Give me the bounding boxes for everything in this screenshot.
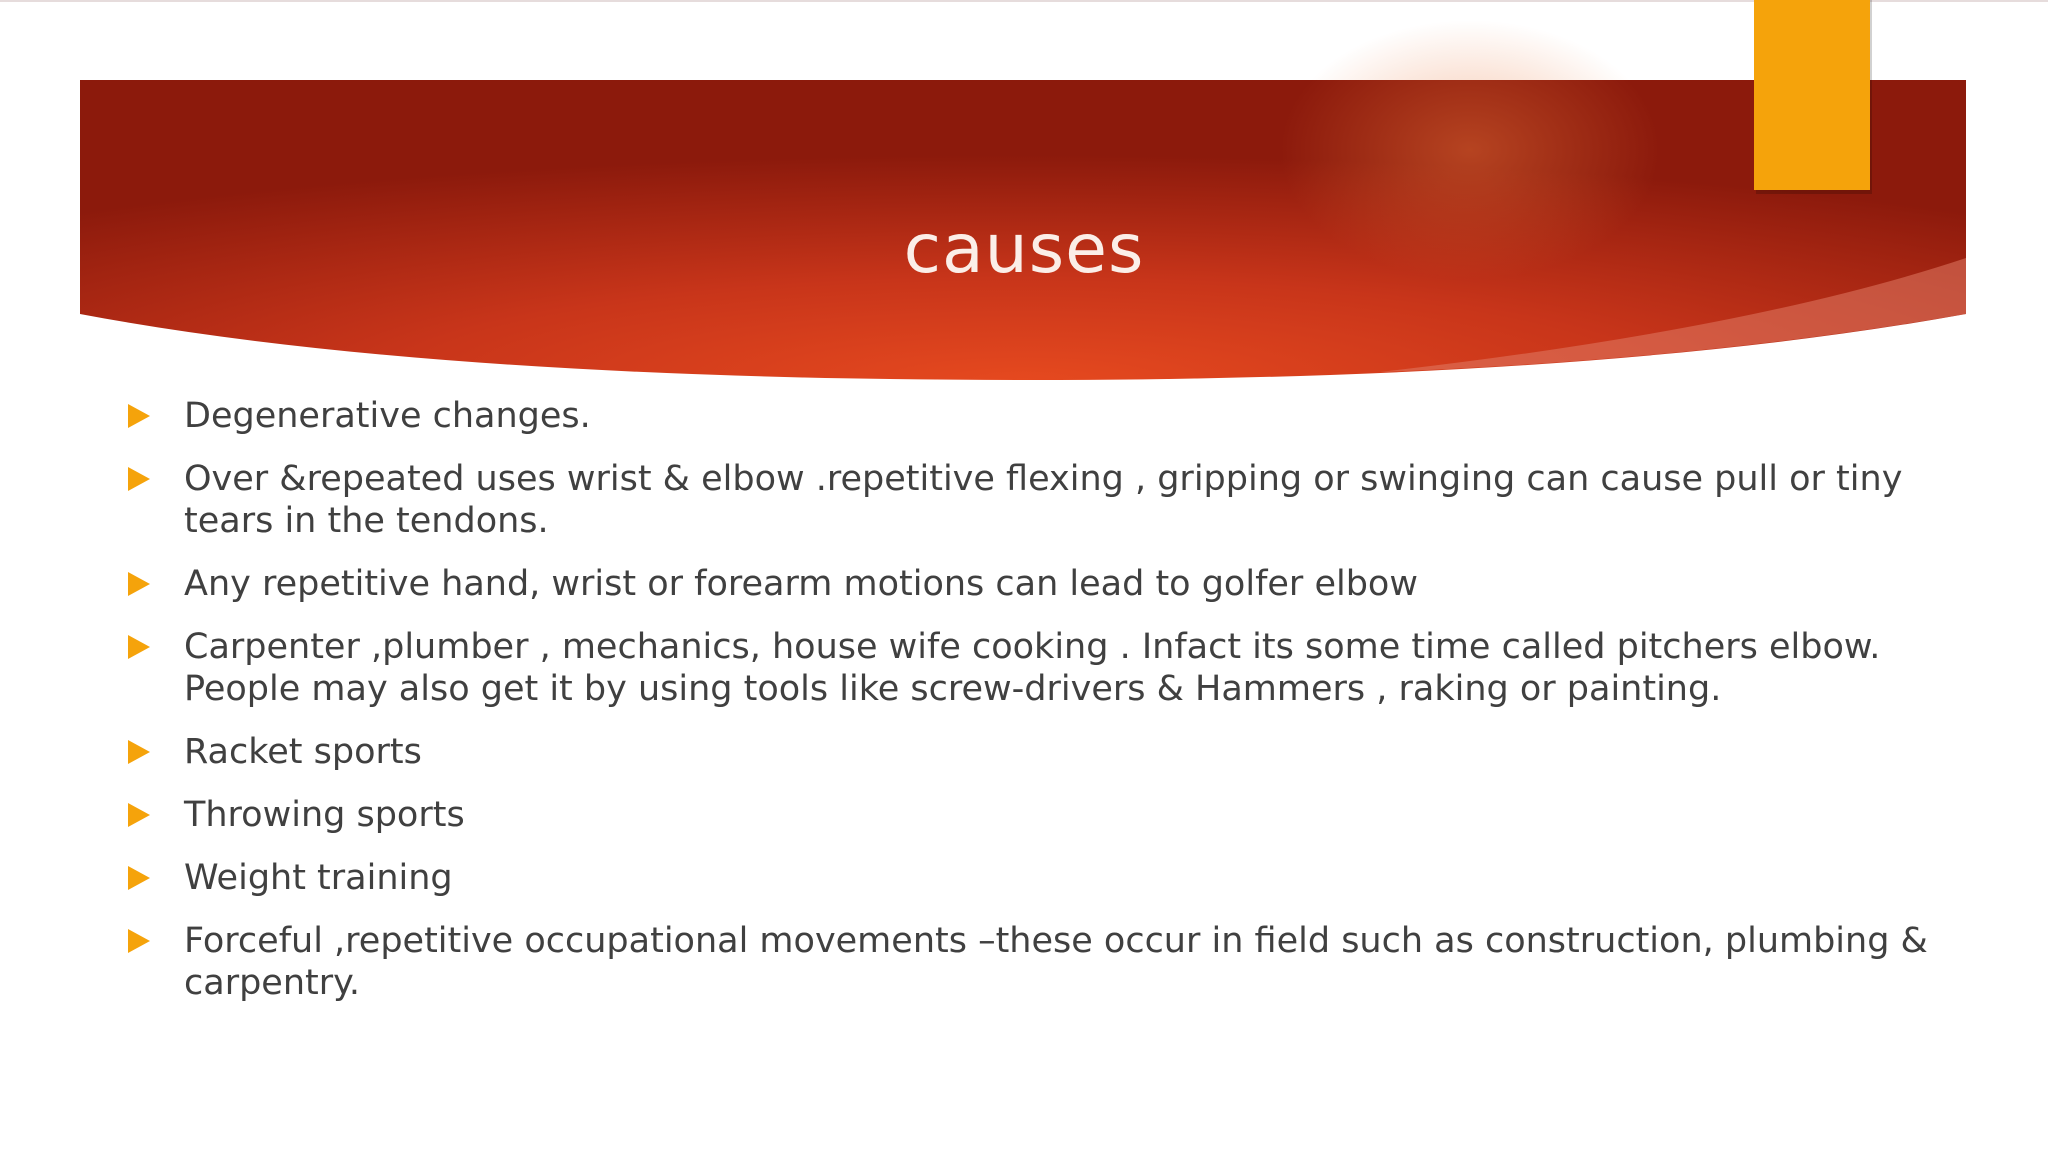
bullet-arrow-icon (128, 572, 150, 596)
bullet-item (0, 794, 2048, 836)
bullet-arrow-icon (128, 929, 150, 953)
bullet-text: Throwing sports (184, 795, 465, 835)
bullet-text: Over &repeated uses wrist & elbow .repetitive flexing , gripping or swinging can cause pull or tiny tears in the tendons. (184, 459, 1903, 541)
bullet-item (0, 563, 2048, 605)
bullet-text: Racket sports (184, 732, 422, 772)
bullet-item (0, 731, 2048, 773)
bullet-text: Any repetitive hand, wrist or forearm motions can lead to golfer elbow (184, 564, 1418, 604)
bullet-list (0, 395, 2048, 1025)
bullet-item (0, 458, 2048, 542)
bullet-item (0, 626, 2048, 710)
bullet-arrow-icon (128, 803, 150, 827)
accent-tab (1754, 0, 1870, 190)
bullet-arrow-icon (128, 635, 150, 659)
bullet-text: Forceful ,repetitive occupational movements –these occur in field such as construction, plumbing & carpentry. (184, 921, 1928, 1003)
bullet-text: Degenerative changes. (184, 396, 591, 436)
slide-title: causes (903, 210, 1145, 289)
bullet-arrow-icon (128, 467, 150, 491)
bullet-arrow-icon (128, 740, 150, 764)
bullet-item (0, 857, 2048, 899)
bullet-text: Carpenter ,plumber , mechanics, house wife cooking . Infact its some time called pitchers elbow. People may also get it by using tools like screw-drivers & Hammers , raking or painting. (184, 627, 1881, 709)
bullet-item (0, 920, 2048, 1004)
bullet-text: Weight training (184, 858, 453, 898)
title-banner (0, 0, 2048, 400)
bullet-arrow-icon (128, 404, 150, 428)
bullet-item (0, 395, 2048, 437)
bullet-arrow-icon (128, 866, 150, 890)
